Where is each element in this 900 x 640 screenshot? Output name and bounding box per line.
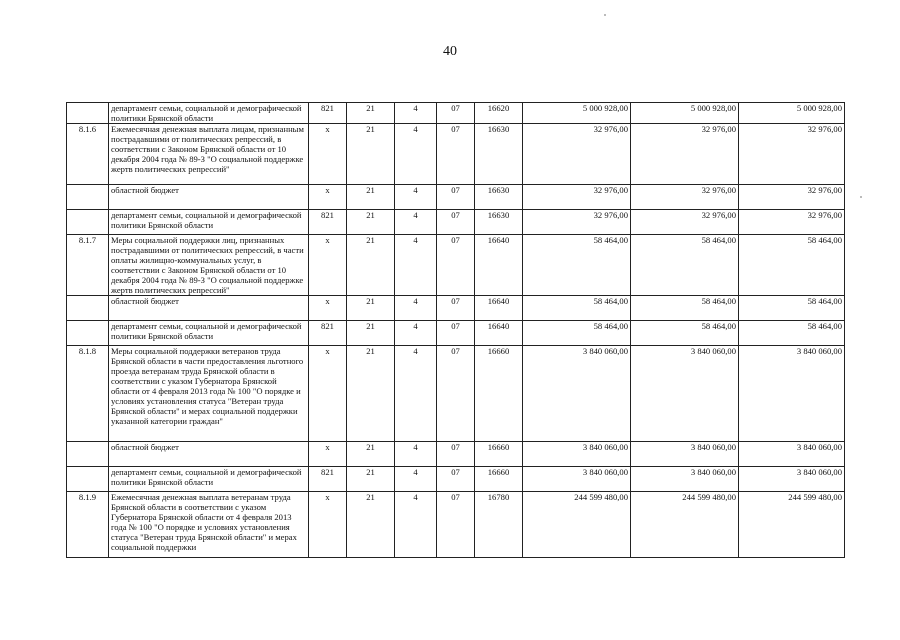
event-code: 07 bbox=[437, 185, 475, 210]
subprogram-code: 4 bbox=[395, 467, 437, 492]
section-code: 21 bbox=[347, 124, 395, 185]
section-code: 21 bbox=[347, 467, 395, 492]
event-code: 07 bbox=[437, 467, 475, 492]
amount-year-3: 32 976,00 bbox=[739, 185, 845, 210]
amount-year-1: 32 976,00 bbox=[523, 185, 631, 210]
amount-year-1: 32 976,00 bbox=[523, 210, 631, 235]
table-row bbox=[67, 296, 845, 321]
subprogram-code: 4 bbox=[395, 492, 437, 558]
amount-year-3: 3 840 060,00 bbox=[739, 442, 845, 467]
row-description: департамент семьи, социальной и демографической политики Брянской области bbox=[109, 103, 309, 124]
row-description: Меры социальной поддержки ветеранов труда Брянской области в части предоставления льготного проезда ветеранам труда Брянской области в соответствии с указом Губернатора Брянской области от 4 февраля 2013 года № 100 "О порядке и условиях установления статуса "Ветеран труда Брянской области" и мерах социальной поддержки указанной категории граждан" bbox=[109, 346, 309, 442]
table-row bbox=[67, 210, 845, 235]
admin-code: х bbox=[309, 492, 347, 558]
table-row bbox=[67, 467, 845, 492]
row-description: Меры социальной поддержки лиц, признанных пострадавшими от политических репрессий, в части оплаты жилищно-коммунальных услуг, в соответствии с Законом Брянской области от 10 декабря 2004 года № 89-З "О социальной поддержке жертв политических репрессий" bbox=[109, 235, 309, 296]
table-row bbox=[67, 321, 845, 346]
row-number: 8.1.8 bbox=[67, 346, 109, 442]
amount-year-2: 244 599 480,00 bbox=[631, 492, 739, 558]
table-row bbox=[67, 235, 845, 296]
direction-code: 16630 bbox=[475, 124, 523, 185]
event-code: 07 bbox=[437, 321, 475, 346]
direction-code: 16640 bbox=[475, 235, 523, 296]
amount-year-3: 58 464,00 bbox=[739, 296, 845, 321]
section-code: 21 bbox=[347, 103, 395, 124]
event-code: 07 bbox=[437, 492, 475, 558]
admin-code: 821 bbox=[309, 321, 347, 346]
admin-code: х bbox=[309, 296, 347, 321]
section-code: 21 bbox=[347, 296, 395, 321]
section-code: 21 bbox=[347, 346, 395, 442]
subprogram-code: 4 bbox=[395, 124, 437, 185]
event-code: 07 bbox=[437, 296, 475, 321]
scan-speck bbox=[604, 14, 606, 16]
amount-year-2: 3 840 060,00 bbox=[631, 467, 739, 492]
event-code: 07 bbox=[437, 124, 475, 185]
row-description: Ежемесячная денежная выплата лицам, признанным пострадавшими от политических репрессий, в соответствии с Законом Брянской области от 10 декабря 2004 года № 89-З "О социальной поддержке жертв политических репрессий" bbox=[109, 124, 309, 185]
section-code: 21 bbox=[347, 492, 395, 558]
amount-year-3: 58 464,00 bbox=[739, 321, 845, 346]
amount-year-3: 32 976,00 bbox=[739, 124, 845, 185]
amount-year-1: 58 464,00 bbox=[523, 296, 631, 321]
admin-code: х bbox=[309, 235, 347, 296]
admin-code: х bbox=[309, 346, 347, 442]
amount-year-3: 244 599 480,00 bbox=[739, 492, 845, 558]
amount-year-3: 58 464,00 bbox=[739, 235, 845, 296]
admin-code: х bbox=[309, 185, 347, 210]
amount-year-3: 32 976,00 bbox=[739, 210, 845, 235]
amount-year-2: 32 976,00 bbox=[631, 124, 739, 185]
section-code: 21 bbox=[347, 210, 395, 235]
section-code: 21 bbox=[347, 442, 395, 467]
row-description: областной бюджет bbox=[109, 296, 309, 321]
scan-speck bbox=[860, 196, 862, 198]
subprogram-code: 4 bbox=[395, 442, 437, 467]
table-row bbox=[67, 103, 845, 124]
row-number bbox=[67, 185, 109, 210]
table-row bbox=[67, 124, 845, 185]
admin-code: х bbox=[309, 124, 347, 185]
amount-year-1: 3 840 060,00 bbox=[523, 442, 631, 467]
section-code: 21 bbox=[347, 185, 395, 210]
direction-code: 16620 bbox=[475, 103, 523, 124]
amount-year-2: 58 464,00 bbox=[631, 235, 739, 296]
row-number bbox=[67, 210, 109, 235]
table-row bbox=[67, 185, 845, 210]
section-code: 21 bbox=[347, 235, 395, 296]
amount-year-1: 5 000 928,00 bbox=[523, 103, 631, 124]
amount-year-2: 32 976,00 bbox=[631, 185, 739, 210]
admin-code: х bbox=[309, 442, 347, 467]
amount-year-3: 3 840 060,00 bbox=[739, 346, 845, 442]
amount-year-1: 32 976,00 bbox=[523, 124, 631, 185]
amount-year-3: 3 840 060,00 bbox=[739, 467, 845, 492]
admin-code: 821 bbox=[309, 467, 347, 492]
direction-code: 16640 bbox=[475, 321, 523, 346]
row-number bbox=[67, 442, 109, 467]
admin-code: 821 bbox=[309, 103, 347, 124]
amount-year-1: 3 840 060,00 bbox=[523, 346, 631, 442]
row-number: 8.1.9 bbox=[67, 492, 109, 558]
event-code: 07 bbox=[437, 442, 475, 467]
row-number bbox=[67, 321, 109, 346]
admin-code: 821 bbox=[309, 210, 347, 235]
table-row bbox=[67, 346, 845, 442]
direction-code: 16630 bbox=[475, 185, 523, 210]
direction-code: 16630 bbox=[475, 210, 523, 235]
amount-year-1: 244 599 480,00 bbox=[523, 492, 631, 558]
subprogram-code: 4 bbox=[395, 235, 437, 296]
direction-code: 16660 bbox=[475, 467, 523, 492]
direction-code: 16660 bbox=[475, 346, 523, 442]
table-row bbox=[67, 492, 845, 558]
amount-year-2: 3 840 060,00 bbox=[631, 442, 739, 467]
amount-year-2: 32 976,00 bbox=[631, 210, 739, 235]
direction-code: 16660 bbox=[475, 442, 523, 467]
row-number bbox=[67, 467, 109, 492]
amount-year-2: 58 464,00 bbox=[631, 321, 739, 346]
amount-year-2: 3 840 060,00 bbox=[631, 346, 739, 442]
event-code: 07 bbox=[437, 210, 475, 235]
subprogram-code: 4 bbox=[395, 103, 437, 124]
page-number: 40 bbox=[443, 44, 457, 59]
amount-year-1: 3 840 060,00 bbox=[523, 467, 631, 492]
row-number: 8.1.6 bbox=[67, 124, 109, 185]
row-number bbox=[67, 296, 109, 321]
subprogram-code: 4 bbox=[395, 321, 437, 346]
row-description: областной бюджет bbox=[109, 185, 309, 210]
row-number: 8.1.7 bbox=[67, 235, 109, 296]
amount-year-2: 5 000 928,00 bbox=[631, 103, 739, 124]
row-description: областной бюджет bbox=[109, 442, 309, 467]
event-code: 07 bbox=[437, 103, 475, 124]
direction-code: 16640 bbox=[475, 296, 523, 321]
budget-table bbox=[66, 102, 845, 558]
subprogram-code: 4 bbox=[395, 210, 437, 235]
amount-year-1: 58 464,00 bbox=[523, 321, 631, 346]
direction-code: 16780 bbox=[475, 492, 523, 558]
row-number bbox=[67, 103, 109, 124]
table-row bbox=[67, 442, 845, 467]
event-code: 07 bbox=[437, 235, 475, 296]
amount-year-2: 58 464,00 bbox=[631, 296, 739, 321]
event-code: 07 bbox=[437, 346, 475, 442]
subprogram-code: 4 bbox=[395, 185, 437, 210]
row-description: департамент семьи, социальной и демографической политики Брянской области bbox=[109, 467, 309, 492]
subprogram-code: 4 bbox=[395, 296, 437, 321]
amount-year-3: 5 000 928,00 bbox=[739, 103, 845, 124]
row-description: департамент семьи, социальной и демографической политики Брянской области bbox=[109, 210, 309, 235]
row-description: Ежемесячная денежная выплата ветеранам труда Брянской области в соответствии с указом Губернатора Брянской области от 4 февраля 2013 года № 100 "О порядке и условиях установления статуса "Ветеран труда Брянской области" и мерах социальной поддержки bbox=[109, 492, 309, 558]
section-code: 21 bbox=[347, 321, 395, 346]
amount-year-1: 58 464,00 bbox=[523, 235, 631, 296]
subprogram-code: 4 bbox=[395, 346, 437, 442]
row-description: департамент семьи, социальной и демографической политики Брянской области bbox=[109, 321, 309, 346]
